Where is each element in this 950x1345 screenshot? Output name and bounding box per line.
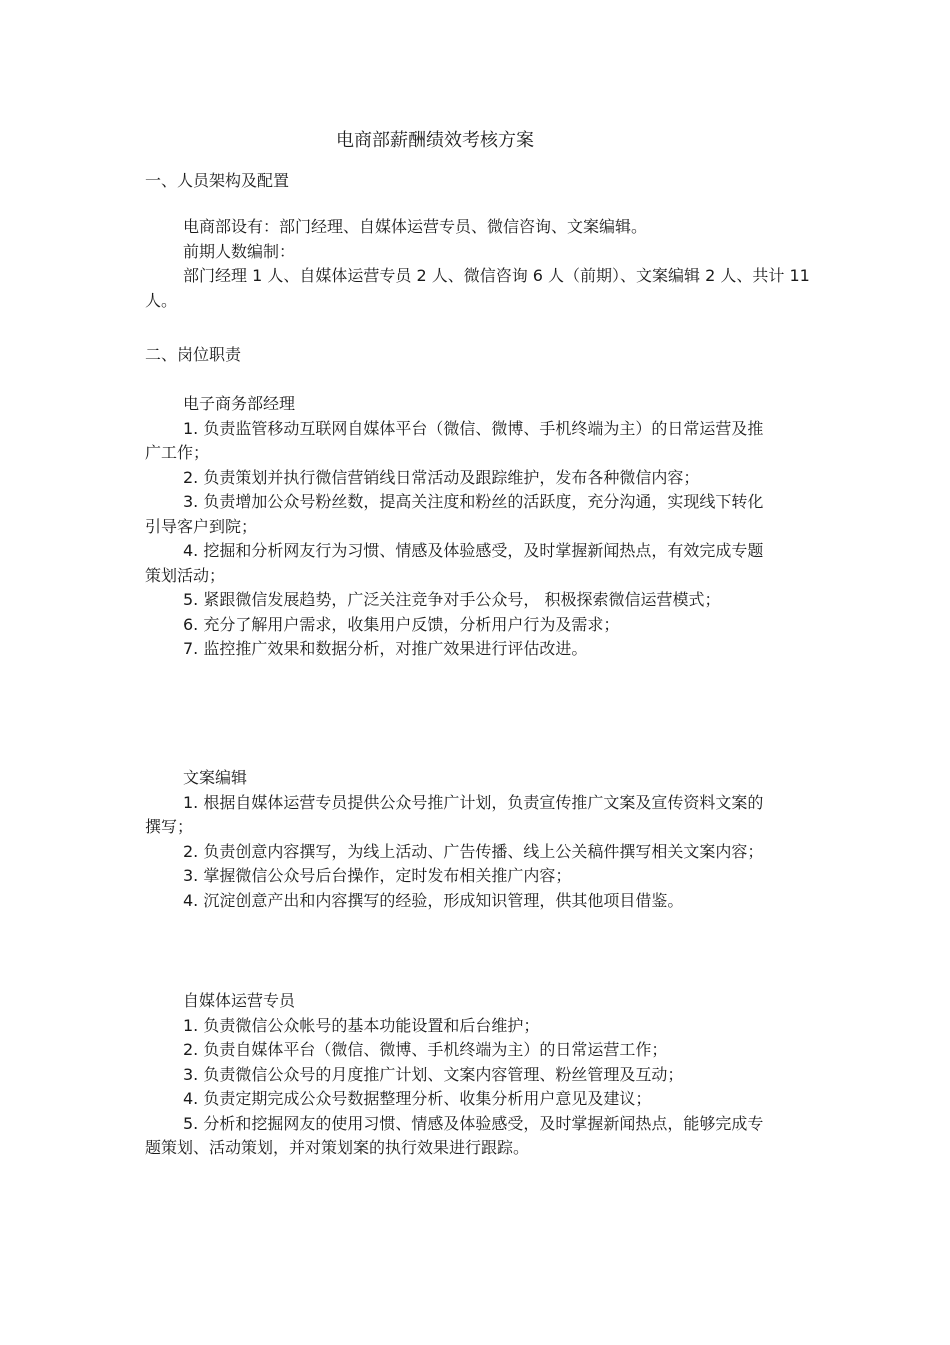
list-item: 5. 分析和挖掘网友的使用习惯、情感及体验感受，及时掌握新闻热点，能够完成专题策划、活动策划，并对策划案的执行效果进行跟踪。 [145,1113,764,1157]
role-title-operator: 自媒体运营专员 [183,991,296,1010]
role-title-manager: 电子商务部经理 [183,394,296,413]
role-title-copywriter: 文案编辑 [183,768,248,787]
list-item: 7. 监控推广效果和数据分析，对推广效果进行评估改进。 [183,639,588,658]
staffing-block [145,215,810,313]
list-item: 4. 负责定期完成公众号数据整理分析、收集分析用户意见及建议； [183,1089,652,1108]
copywriter-duties [145,766,770,913]
list-item: 1. 根据自媒体运营专员提供公众号推广计划，负责宣传推广文案及宣传资料文案的撰写； [145,792,764,836]
list-item: 2. 负责策划并执行微信营销线日常活动及跟踪维护，发布各种微信内容； [183,467,700,487]
list-item: 1. 负责微信公众帐号的基本功能设置和后台维护； [183,1015,540,1035]
list-item: 3. 掌握微信公众号后台操作，定时发布相关推广内容； [183,866,572,885]
section-heading-duties: 二、岗位职责 [145,345,242,364]
staffing-line-positions: 电商部设有：部门经理、自媒体运营专员、微信咨询、文案编辑。 [183,217,648,236]
staffing-line-quota-label: 前期人数编制： [183,241,296,261]
operator-duties [145,989,770,1161]
section-heading-staffing: 一、人员架构及配置 [145,171,290,190]
list-item: 6. 充分了解用户需求，收集用户反馈，分析用户行为及需求； [183,614,620,634]
document-title: 电商部薪酬绩效考核方案 [336,130,534,151]
list-item: 3. 负责增加公众号粉丝数，提高关注度和粉丝的活跃度，充分沟通，实现线下转化引导客户到院； [145,492,764,536]
list-item: 4. 挖掘和分析网友行为习惯、情感及体验感受，及时掌握新闻热点，有效完成专题策划活动； [145,541,764,585]
list-item: 2. 负责自媒体平台（微信、微博、手机终端为主）的日常运营工作； [183,1040,668,1059]
list-item: 5. 紧跟微信发展趋势，广泛关注竞争对手公众号， 积极探索微信运营模式； [183,590,721,609]
staffing-line-quota: 部门经理 1 人、自媒体运营专员 2 人、微信咨询 6 人（前期）、文案编辑 2 人、共计 11 人。 [145,266,810,310]
list-item: 4. 沉淀创意产出和内容撰写的经验，形成知识管理，供其他项目借鉴。 [183,890,684,910]
list-item: 2. 负责创意内容撰写，为线上活动、广告传播、线上公关稿件撰写相关文案内容； [183,841,764,861]
manager-duties [145,392,770,662]
list-item: 3. 负责微信公众号的月度推广计划、文案内容管理、粉丝管理及互动； [183,1064,684,1084]
list-item: 1. 负责监管移动互联网自媒体平台（微信、微博、手机终端为主）的日常运营及推广工作； [145,418,764,462]
